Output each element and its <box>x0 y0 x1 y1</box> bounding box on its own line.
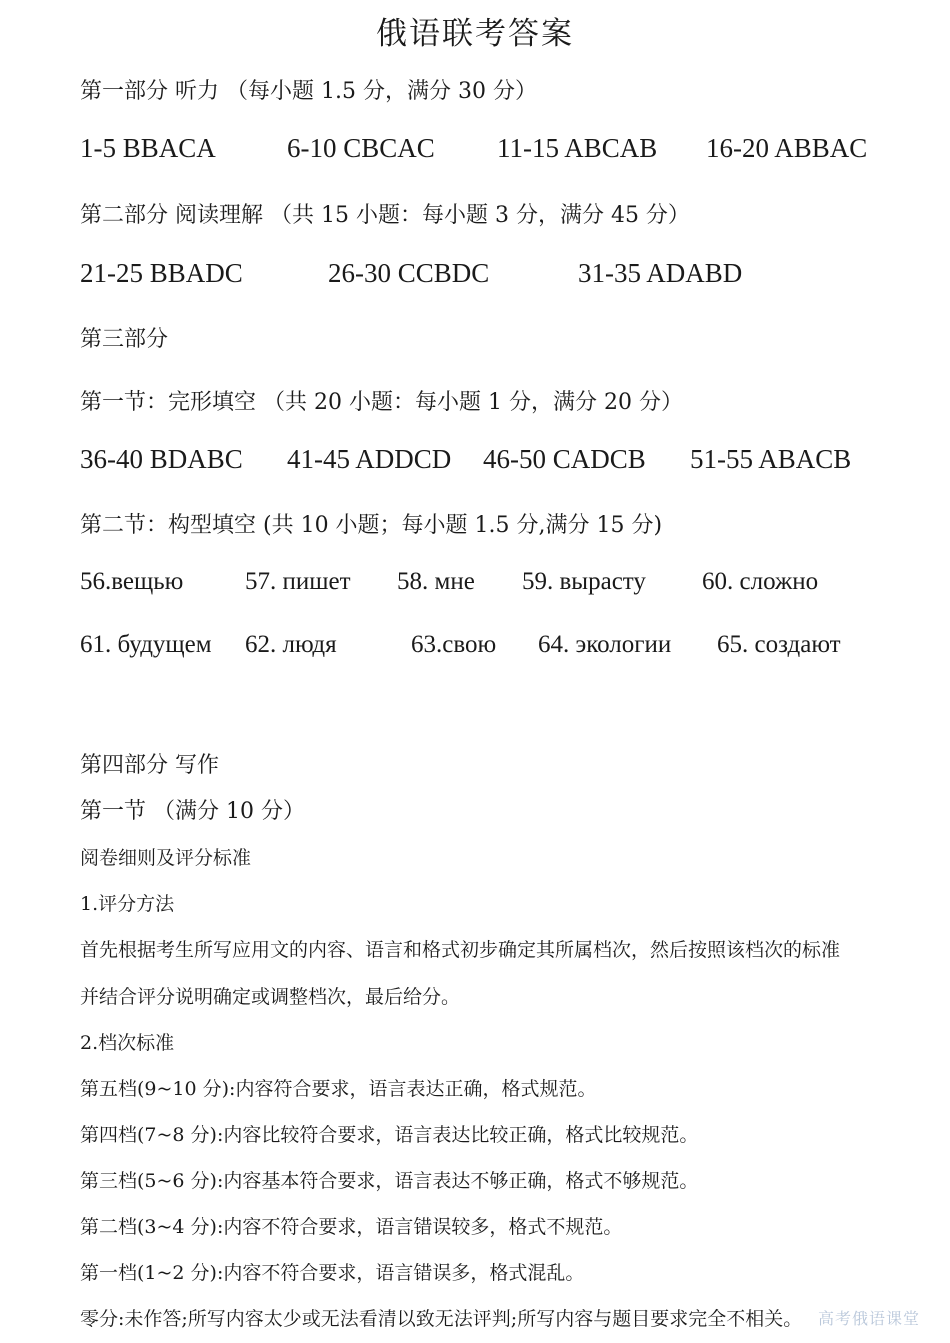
word-answer: 64. экологии <box>538 631 672 658</box>
word-answer: 56.вещью <box>80 568 184 595</box>
answer-group: 41-45 ADDCD <box>287 444 452 474</box>
word-answer: 61. будущем <box>80 631 212 658</box>
answer-group: 26-30 CCBDC <box>328 258 490 288</box>
answer-group: 16-20 ABBAC <box>706 133 868 163</box>
levels-title: 2.档次标准 <box>80 1032 175 1054</box>
answer-group: 1-5 BBACA <box>80 133 216 163</box>
part3-heading: 第三部分 <box>80 327 169 352</box>
level-item: 第四档(7~8 分):内容比较符合要求，语言表达比较正确，格式比较规范。 <box>80 1124 699 1146</box>
part4-heading: 第四部分 写作 <box>80 753 219 778</box>
level-item: 第一档(1~2 分):内容不符合要求，语言错误多，格式混乱。 <box>80 1262 585 1284</box>
method-text-line1: 首先根据考生所写应用文的内容、语言和格式初步确定其所属档次，然后按照该档次的标准 <box>80 939 841 961</box>
part1-answers <box>0 133 950 173</box>
part3-section1-heading: 第一节：完形填空 （共 20 小题：每小题 1 分，满分 20 分） <box>80 390 683 415</box>
rules-title: 阅卷细则及评分标准 <box>80 847 252 869</box>
word-answer: 63.свою <box>411 631 497 658</box>
word-answer: 62. людя <box>245 631 337 658</box>
part3-section2-heading: 第二节：构型填空 (共 10 小题；每小题 1.5 分,满分 15 分) <box>80 513 663 538</box>
word-answer: 60. сложно <box>702 568 819 595</box>
part3-section2-row2 <box>0 631 950 671</box>
answer-group: 51-55 ABACB <box>690 444 852 474</box>
word-answer: 59. вырасту <box>522 568 646 595</box>
part2-heading: 第二部分 阅读理解 （共 15 小题：每小题 3 分，满分 45 分） <box>80 203 690 228</box>
level-item: 第五档(9~10 分):内容符合要求，语言表达正确，格式规范。 <box>80 1078 597 1100</box>
level-item: 第二档(3~4 分):内容不符合要求，语言错误较多，格式不规范。 <box>80 1216 623 1238</box>
part3-section1-answers <box>0 444 950 484</box>
part2-answers <box>0 258 950 298</box>
level-item: 零分:未作答;所写内容太少或无法看清以致无法评判;所写内容与题目要求完全不相关。 <box>80 1308 803 1330</box>
part4-section1-heading: 第一节 （满分 10 分） <box>80 799 305 824</box>
watermark: 高考俄语课堂 <box>817 1309 920 1328</box>
answer-group: 31-35 ADABD <box>578 258 743 288</box>
word-answer: 58. мне <box>397 568 475 595</box>
answer-group: 6-10 CBCAC <box>287 133 435 163</box>
page-title: 俄语联考答案 <box>376 16 574 52</box>
answer-group: 46-50 CADCB <box>483 444 646 474</box>
answer-group: 21-25 BBADC <box>80 258 243 288</box>
word-answer: 65. создают <box>717 631 841 658</box>
method-title: 1.评分方法 <box>80 893 175 915</box>
method-text-line2: 并结合评分说明确定或调整档次，最后给分。 <box>80 986 461 1008</box>
part3-section2-row1 <box>0 568 950 608</box>
answer-group: 11-15 ABCAB <box>497 133 658 163</box>
part1-heading: 第一部分 听力 （每小题 1.5 分，满分 30 分） <box>80 79 537 104</box>
word-answer: 57. пишет <box>245 568 351 595</box>
level-item: 第三档(5~6 分):内容基本符合要求，语言表达不够正确，格式不够规范。 <box>80 1170 699 1192</box>
answer-group: 36-40 BDABC <box>80 444 243 474</box>
